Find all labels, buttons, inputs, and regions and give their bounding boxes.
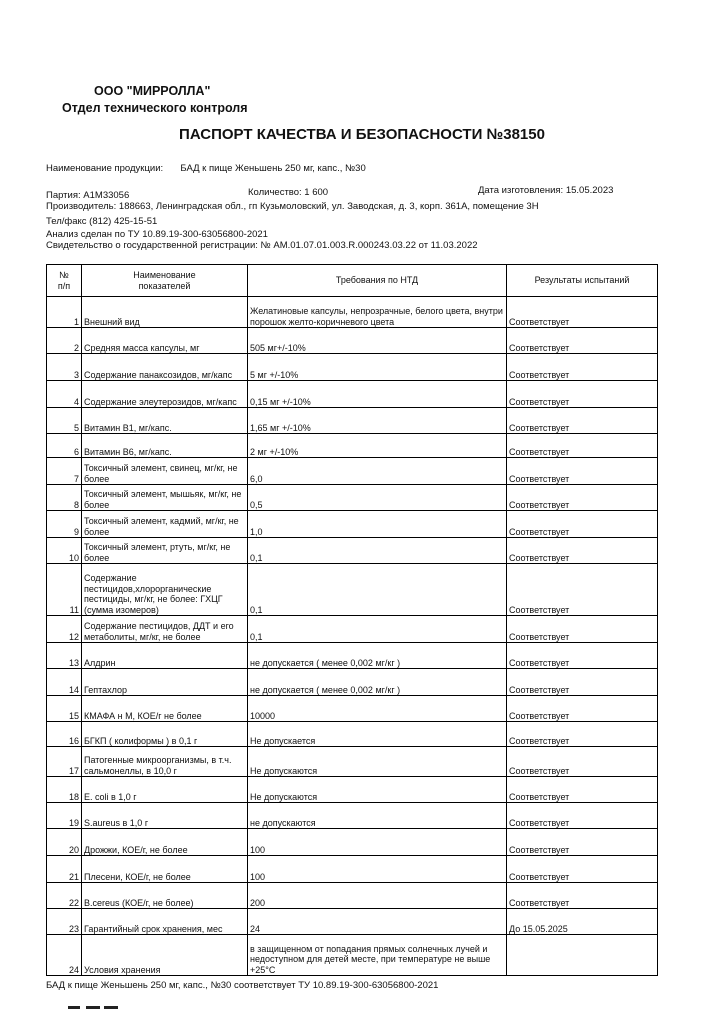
- row-number: 6: [47, 434, 82, 458]
- test-result: Соответствует: [507, 564, 658, 616]
- test-result: Соответствует: [507, 381, 658, 408]
- requirement-value: 100: [248, 829, 507, 856]
- table-row: [47, 381, 658, 408]
- requirement-value: Не допускаются: [248, 747, 507, 777]
- page-title: ПАСПОРТ КАЧЕСТВА И БЕЗОПАСНОСТИ №38150: [179, 126, 545, 143]
- table-row: [47, 434, 658, 458]
- test-result: Соответствует: [507, 722, 658, 747]
- indicator-name: Алдрин: [82, 643, 248, 669]
- indicator-name: Содержание пестицидов, ДДТ и его метаболиты, мг/кг, не более: [82, 616, 248, 643]
- indicator-name: Содержание элеутерозидов, мг/капс: [82, 381, 248, 408]
- indicator-name: Токсичный элемент, кадмий, мг/кг, не более: [82, 511, 248, 538]
- requirement-value: 0,5: [248, 485, 507, 511]
- indicator-name: Внешний вид: [82, 297, 248, 328]
- indicator-name: Токсичный элемент, свинец, мг/кг, не более: [82, 458, 248, 485]
- table-row: [47, 696, 658, 722]
- batch-field: [46, 190, 129, 201]
- indicator-name: Патогенные микроорганизмы, в т.ч. сальмонеллы, в 10,0 г: [82, 747, 248, 777]
- row-number: 18: [47, 777, 82, 803]
- row-number: 13: [47, 643, 82, 669]
- test-result: Соответствует: [507, 883, 658, 909]
- requirement-value: 5 мг +/-10%: [248, 354, 507, 381]
- product-label: Наименование продукции:: [46, 163, 164, 174]
- bottom-mark: [68, 1006, 80, 1009]
- row-number: 23: [47, 909, 82, 935]
- header-name: Наименование показателей: [82, 265, 248, 297]
- table-row: [47, 485, 658, 511]
- row-number: 20: [47, 829, 82, 856]
- test-result: [507, 935, 658, 976]
- row-number: 17: [47, 747, 82, 777]
- quantity-label: Количество:: [248, 187, 302, 198]
- table-row: [47, 643, 658, 669]
- header-requirement: Требования по НТД: [248, 265, 507, 297]
- table-row: [47, 328, 658, 354]
- table-row: [47, 669, 658, 696]
- row-number: 19: [47, 803, 82, 829]
- row-number: 9: [47, 511, 82, 538]
- test-result: До 15.05.2025: [507, 909, 658, 935]
- indicator-name: B.cereus (КОЕ/г, не более): [82, 883, 248, 909]
- requirement-value: не допускаются: [248, 803, 507, 829]
- production-date-label: Дата изготовления:: [478, 185, 564, 196]
- registration-certificate: Свидетельство о государственной регистрации: № AM.01.07.01.003.R.000243.03.22 от 11.03.2022: [46, 240, 478, 251]
- product-row: [46, 163, 366, 174]
- row-number: 8: [47, 485, 82, 511]
- table-row: [47, 297, 658, 328]
- indicator-name: Плесени, КОЕ/г, не более: [82, 856, 248, 883]
- production-date-value: 15.05.2023: [565, 185, 614, 196]
- requirement-value: Не допускаются: [248, 777, 507, 803]
- manufacturer: Производитель: 188663, Ленинградская обл., гп Кузьмоловский, ул. Заводская, д. 3, корп. 361А, помещение 3Н: [46, 201, 539, 212]
- table-row: [47, 458, 658, 485]
- row-number: 22: [47, 883, 82, 909]
- row-number: 3: [47, 354, 82, 381]
- table-row: [47, 511, 658, 538]
- test-result: Соответствует: [507, 434, 658, 458]
- row-number: 10: [47, 538, 82, 564]
- requirement-value: 200: [248, 883, 507, 909]
- requirement-value: 100: [248, 856, 507, 883]
- table-row: [47, 722, 658, 747]
- table-row: [47, 856, 658, 883]
- table-header: [47, 265, 658, 297]
- header-num: № п/п: [47, 265, 82, 297]
- row-number: 15: [47, 696, 82, 722]
- indicator-name: Содержание панаксозидов, мг/капс: [82, 354, 248, 381]
- requirement-value: Не допускается: [248, 722, 507, 747]
- bottom-mark: [86, 1006, 100, 1009]
- requirement-value: 505 мг+/-10%: [248, 328, 507, 354]
- test-result: Соответствует: [507, 511, 658, 538]
- indicator-name: КМАФА н М, КОЕ/г не более: [82, 696, 248, 722]
- test-result: Соответствует: [507, 458, 658, 485]
- row-number: 1: [47, 297, 82, 328]
- test-result: Соответствует: [507, 354, 658, 381]
- test-result: Соответствует: [507, 643, 658, 669]
- indicator-name: Содержание пестицидов,хлорорганические пестициды, мг/кг, не более: ГХЦГ (сумма изомеров): [82, 564, 248, 616]
- indicator-name: E. coli в 1,0 г: [82, 777, 248, 803]
- test-result: Соответствует: [507, 616, 658, 643]
- department-name: Отдел технического контроля: [62, 101, 248, 115]
- table-row: [47, 883, 658, 909]
- table-row: [47, 747, 658, 777]
- requirement-value: 0,1: [248, 616, 507, 643]
- row-number: 14: [47, 669, 82, 696]
- requirement-value: 6,0: [248, 458, 507, 485]
- row-number: 12: [47, 616, 82, 643]
- row-number: 16: [47, 722, 82, 747]
- test-result: Соответствует: [507, 747, 658, 777]
- indicator-name: Гарантийный срок хранения, мес: [82, 909, 248, 935]
- requirement-value: 0,1: [248, 564, 507, 616]
- requirement-value: 1,65 мг +/-10%: [248, 408, 507, 434]
- product-value: БАД к пище Женьшень 250 мг, капс., №30: [180, 163, 366, 174]
- row-number: 5: [47, 408, 82, 434]
- row-number: 2: [47, 328, 82, 354]
- row-number: 11: [47, 564, 82, 616]
- table-row: [47, 616, 658, 643]
- requirement-value: не допускается ( менее 0,002 мг/кг ): [248, 669, 507, 696]
- table-row: [47, 564, 658, 616]
- production-date-field: [478, 185, 613, 196]
- bottom-mark: [104, 1006, 118, 1009]
- test-result: Соответствует: [507, 669, 658, 696]
- indicator-name: Витамин В6, мг/капс.: [82, 434, 248, 458]
- batch-label: Партия:: [46, 190, 81, 201]
- requirement-value: 24: [248, 909, 507, 935]
- test-result: Соответствует: [507, 328, 658, 354]
- requirement-value: в защищенном от попадания прямых солнечных лучей и недоступном для детей месте, при температуре не выше +25°С: [248, 935, 507, 976]
- test-result: Соответствует: [507, 803, 658, 829]
- table-row: [47, 829, 658, 856]
- table-row: [47, 935, 658, 976]
- requirement-value: 10000: [248, 696, 507, 722]
- test-result: Соответствует: [507, 485, 658, 511]
- batch-value: А1М33056: [83, 190, 130, 201]
- row-number: 7: [47, 458, 82, 485]
- table-row: [47, 538, 658, 564]
- indicator-name: S.aureus в 1,0 г: [82, 803, 248, 829]
- quantity-field: [248, 187, 328, 198]
- requirement-value: Желатиновые капсулы, непрозрачные, белого цвета, внутри порошок желто-коричневого цвета: [248, 297, 507, 328]
- test-result: Соответствует: [507, 777, 658, 803]
- table-row: [47, 777, 658, 803]
- indicator-name: Гептахлор: [82, 669, 248, 696]
- table-row: [47, 408, 658, 434]
- table-row: [47, 909, 658, 935]
- row-number: 4: [47, 381, 82, 408]
- indicator-name: Средняя масса капсулы, мг: [82, 328, 248, 354]
- requirement-value: не допускается ( менее 0,002 мг/кг ): [248, 643, 507, 669]
- indicator-name: Витамин В1, мг/капс.: [82, 408, 248, 434]
- indicator-name: Токсичный элемент, мышьяк, мг/кг, не более: [82, 485, 248, 511]
- phone: Тел/факс (812) 425-15-51: [46, 216, 158, 227]
- requirement-value: 0,1: [248, 538, 507, 564]
- row-number: 24: [47, 935, 82, 976]
- table-row: [47, 803, 658, 829]
- quality-table: [46, 264, 658, 976]
- company-name: ООО "МИРРОЛЛА": [94, 84, 211, 98]
- test-result: Соответствует: [507, 856, 658, 883]
- table-row: [47, 354, 658, 381]
- conformity-statement: БАД к пище Женьшень 250 мг, капс., №30 соответствует ТУ 10.89.19-300-63056800-2021: [46, 980, 439, 991]
- row-number: 21: [47, 856, 82, 883]
- test-result: Соответствует: [507, 538, 658, 564]
- test-result: Соответствует: [507, 829, 658, 856]
- indicator-name: БГКП ( колиформы ) в 0,1 г: [82, 722, 248, 747]
- indicator-name: Токсичный элемент, ртуть, мг/кг, не более: [82, 538, 248, 564]
- quantity-value: 1 600: [304, 187, 329, 198]
- requirement-value: 0,15 мг +/-10%: [248, 381, 507, 408]
- requirement-value: 2 мг +/-10%: [248, 434, 507, 458]
- test-result: Соответствует: [507, 408, 658, 434]
- requirement-value: 1,0: [248, 511, 507, 538]
- analysis-basis: Анализ сделан по ТУ 10.89.19-300-63056800-2021: [46, 229, 268, 240]
- indicator-name: Условия хранения: [82, 935, 248, 976]
- test-result: Соответствует: [507, 696, 658, 722]
- indicator-name: Дрожжи, КОЕ/г, не более: [82, 829, 248, 856]
- test-result: Соответствует: [507, 297, 658, 328]
- header-result: Результаты испытаний: [507, 265, 658, 297]
